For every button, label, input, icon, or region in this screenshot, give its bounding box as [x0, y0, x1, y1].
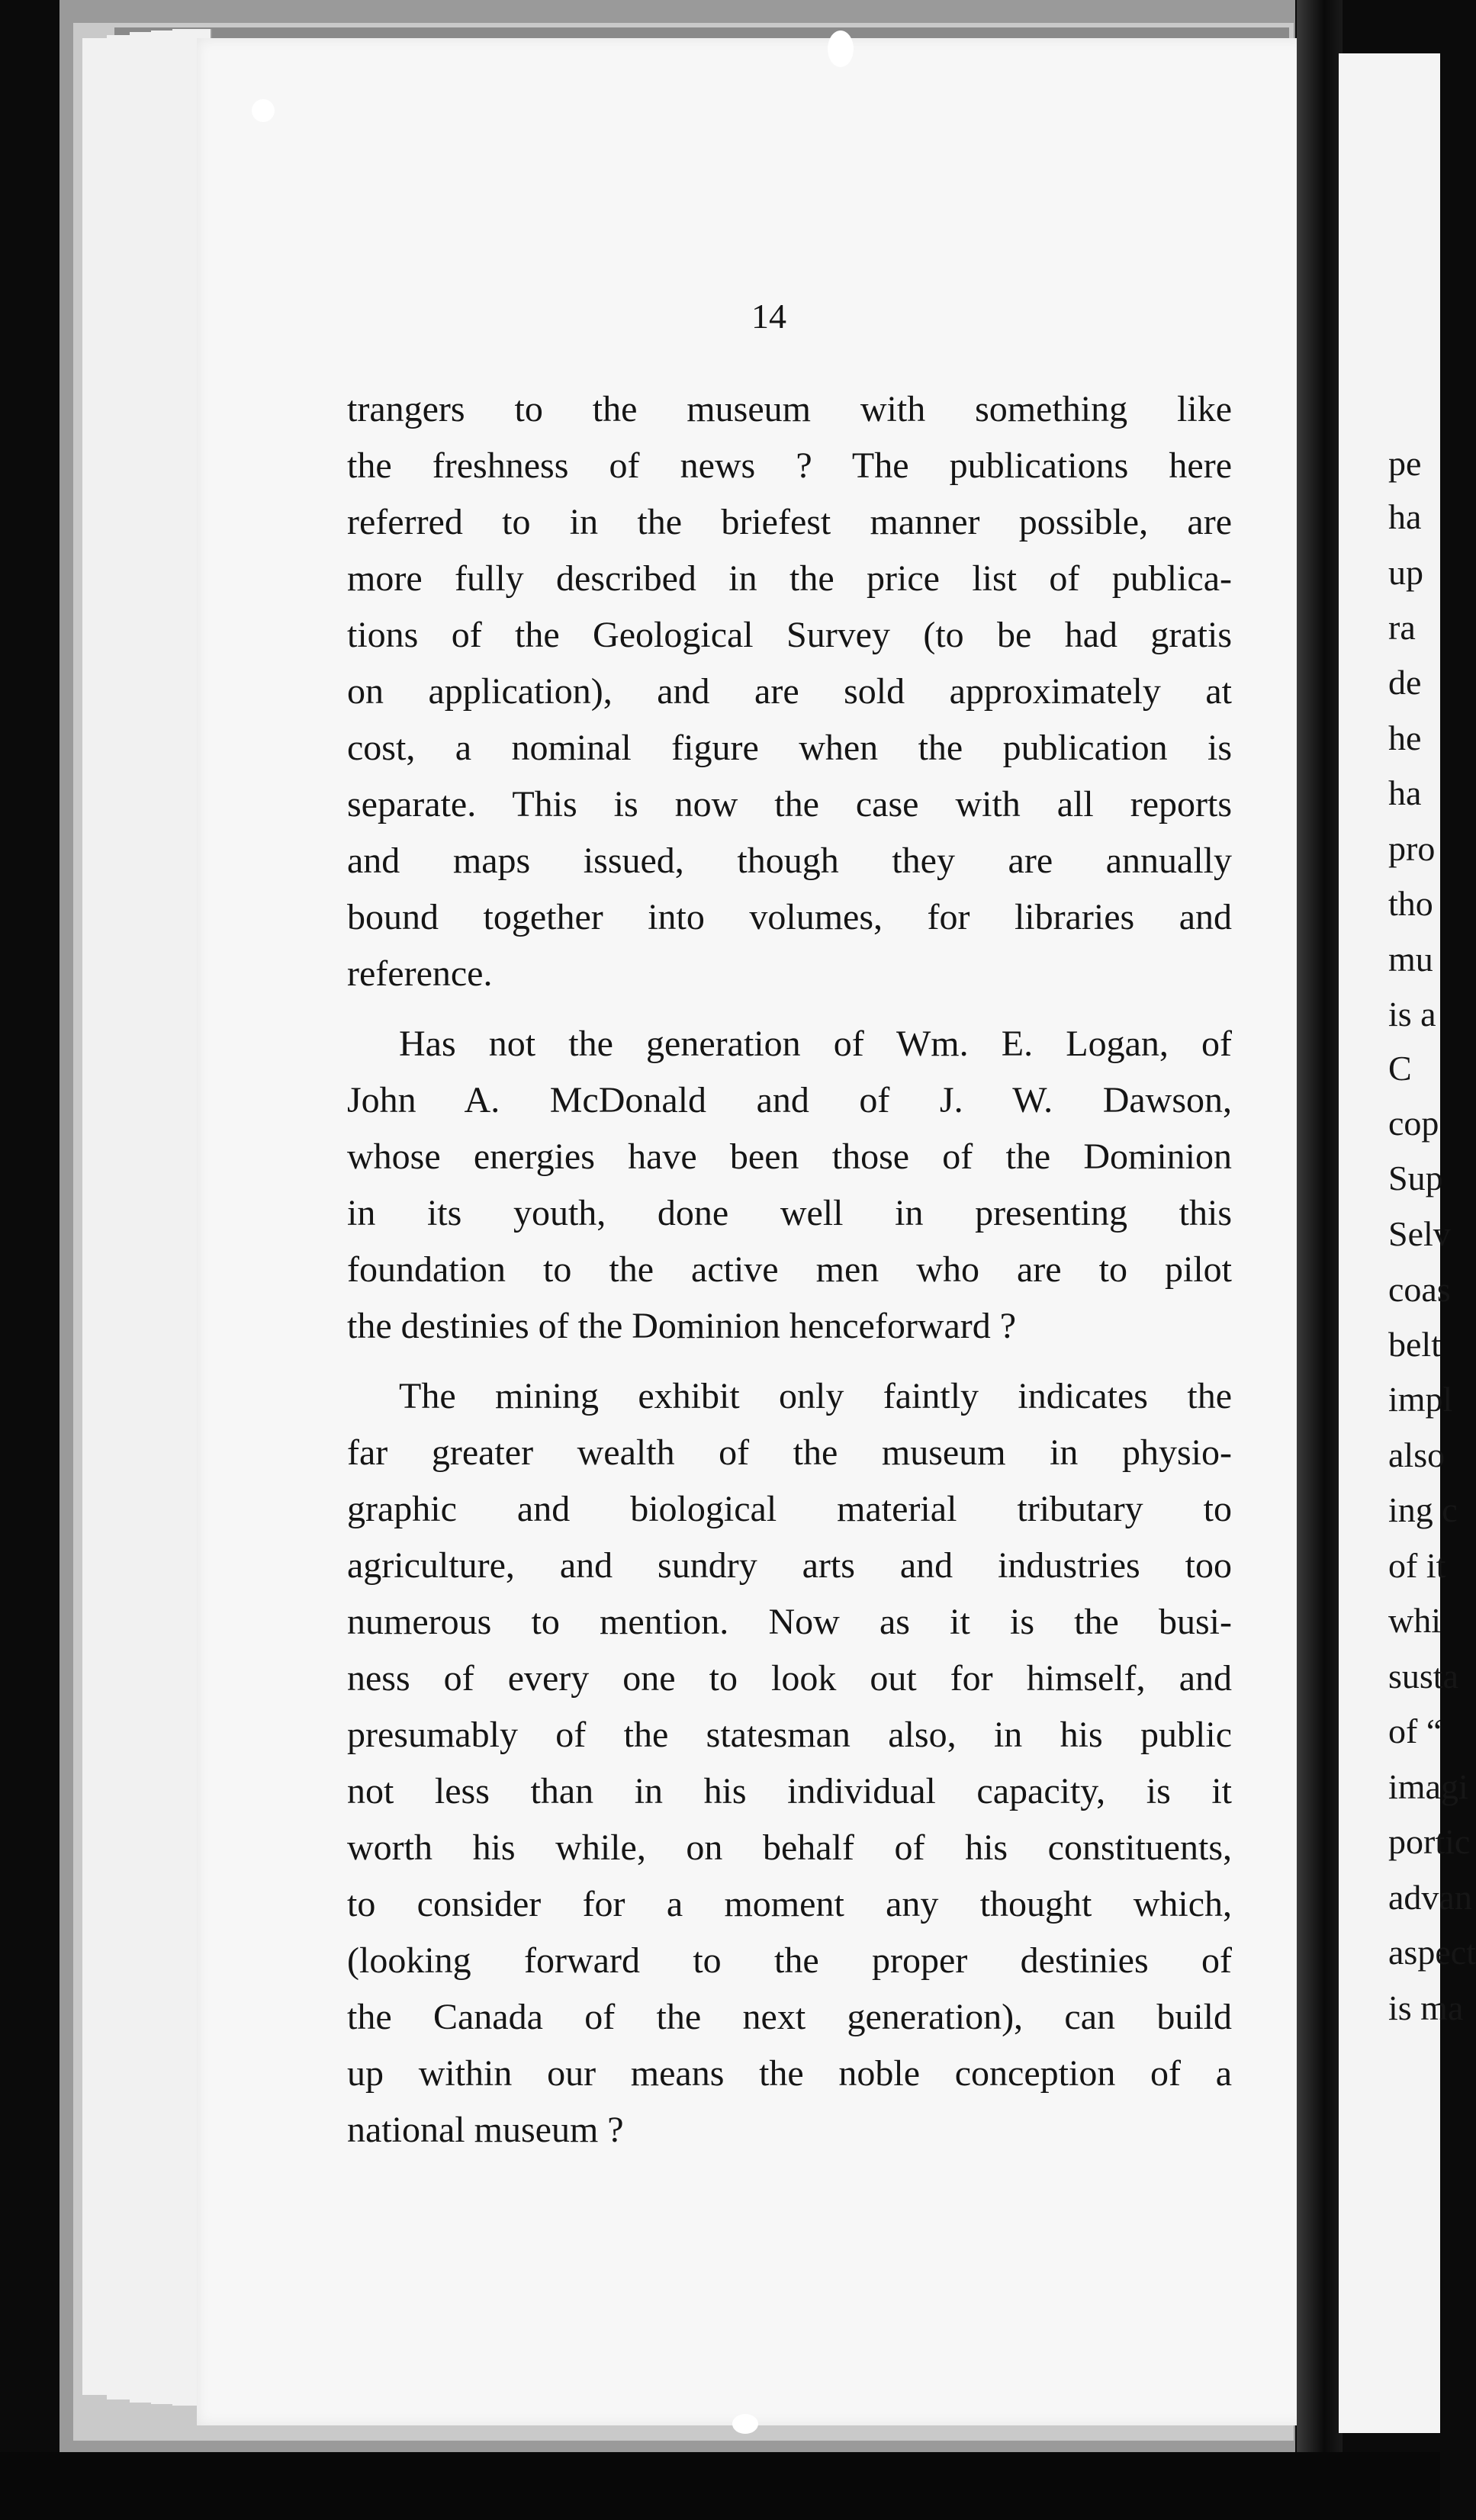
- facing-page-line: of it: [1388, 1546, 1446, 1585]
- paragraph-gap: [347, 1355, 1232, 1368]
- facing-page-line: de: [1388, 663, 1422, 702]
- text-line: foundation to the active men who are to pilot: [347, 1249, 1232, 1290]
- text-line: (looking forward to the proper destinies of: [347, 1940, 1232, 1981]
- text-line: whose energies have been those of the Dominion: [347, 1136, 1232, 1177]
- facing-page-line: coas: [1388, 1270, 1451, 1309]
- text-line: and maps issued, though they are annually: [347, 841, 1232, 881]
- facing-page-line: ha: [1388, 773, 1422, 812]
- text-line: the freshness of news ? The publications here: [347, 445, 1232, 486]
- bottom-shadow: [0, 2452, 1440, 2520]
- scan-speck: [828, 31, 854, 67]
- facing-page-line: is a: [1388, 995, 1436, 1033]
- facing-page-line: he: [1388, 718, 1422, 757]
- page-body-text: [347, 381, 1232, 2158]
- text-line: in its youth, done well in presenting this: [347, 1193, 1232, 1233]
- facing-page-line: advan: [1388, 1878, 1472, 1917]
- text-line: referred to in the briefest manner possible, are: [347, 502, 1232, 542]
- text-line: graphic and biological material tributary to: [347, 1489, 1232, 1529]
- text-line: agriculture, and sundry arts and industries too: [347, 1545, 1232, 1586]
- text-line: numerous to mention. Now as it is the busi-: [347, 1602, 1232, 1642]
- facing-page-line: Selv: [1388, 1214, 1451, 1253]
- text-line: not less than in his individual capacity, is it: [347, 1771, 1232, 1811]
- text-line: on application), and are sold approximately at: [347, 671, 1232, 712]
- text-line: trangers to the museum with something like: [347, 389, 1232, 429]
- facing-page-line: impl: [1388, 1380, 1453, 1419]
- facing-page-line: susta: [1388, 1657, 1458, 1696]
- paragraph-gap: [347, 1002, 1232, 1016]
- facing-page-line: imagi: [1388, 1767, 1468, 1806]
- text-line: John A. McDonald and of J. W. Dawson,: [347, 1080, 1232, 1120]
- text-line: reference.: [347, 953, 493, 994]
- text-line: the Canada of the next generation), can build: [347, 1997, 1232, 2037]
- text-line: worth his while, on behalf of his constituents,: [347, 1827, 1232, 1868]
- facing-page-line: of “: [1388, 1712, 1442, 1750]
- facing-page-line: also: [1388, 1435, 1445, 1474]
- text-line: bound together into volumes, for libraries and: [347, 897, 1232, 937]
- facing-page-line: ha: [1388, 497, 1422, 536]
- scan-speck: [732, 2414, 758, 2434]
- text-line: far greater wealth of the museum in physio-: [347, 1432, 1232, 1473]
- text-line: more fully described in the price list of publica-: [347, 558, 1232, 599]
- page-number: 14: [751, 297, 786, 336]
- text-line: The mining exhibit only faintly indicates the: [399, 1376, 1232, 1416]
- text-line: presumably of the statesman also, in his public: [347, 1715, 1232, 1755]
- text-line: Has not the generation of Wm. E. Logan, of: [399, 1024, 1232, 1064]
- text-line: up within our means the noble conception of a: [347, 2053, 1232, 2094]
- text-line: the destinies of the Dominion henceforward ?: [347, 1306, 1017, 1346]
- facing-page-line: up: [1388, 553, 1423, 592]
- text-line: national museum ?: [347, 2110, 624, 2150]
- facing-page-line: portic: [1388, 1822, 1471, 1861]
- facing-page-line: belt: [1388, 1325, 1441, 1364]
- scan-speck: [252, 99, 275, 122]
- top-binding-edge: [114, 27, 1289, 38]
- text-line: ness of every one to look out for himself, and: [347, 1658, 1232, 1699]
- facing-page-line: pro: [1388, 829, 1436, 868]
- text-line: cost, a nominal figure when the publication is: [347, 728, 1232, 768]
- facing-page-line: mu: [1388, 940, 1433, 979]
- book-gutter: [1297, 0, 1343, 2520]
- text-line: separate. This is now the case with all reports: [347, 784, 1232, 824]
- facing-page-line: ra: [1388, 608, 1416, 647]
- facing-page-line: ing c: [1388, 1490, 1458, 1529]
- text-line: to consider for a moment any thought which,: [347, 1884, 1232, 1924]
- text-line: tions of the Geological Survey (to be had gratis: [347, 615, 1232, 655]
- facing-page-line: Sup: [1388, 1159, 1443, 1197]
- facing-page-line: cop: [1388, 1104, 1439, 1143]
- facing-page-line: is ma: [1388, 1988, 1464, 2027]
- facing-page-line: C: [1388, 1049, 1412, 1088]
- facing-page-line: whi: [1388, 1601, 1441, 1640]
- facing-page-line: aspect: [1388, 1933, 1476, 1972]
- facing-page-line: pe: [1388, 444, 1422, 483]
- facing-page-line: tho: [1388, 884, 1433, 923]
